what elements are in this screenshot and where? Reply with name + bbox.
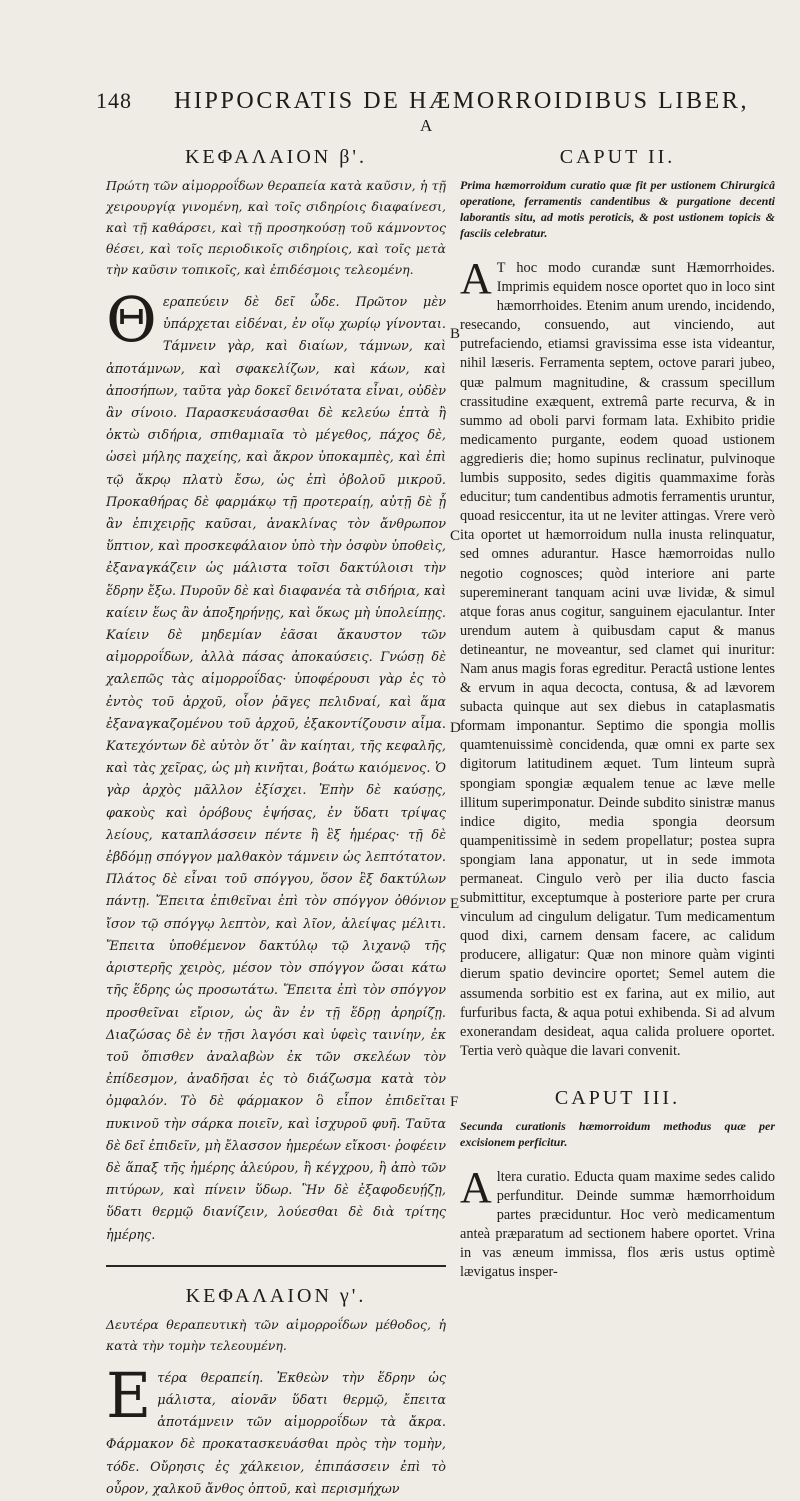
greek-dropcap: Θ [106,283,157,356]
latin-chapter-3-summary: Secunda curationis hæmorroidum methodus quæ per excisionem perficitur. [460,1118,775,1149]
latin-dropcap: A [460,254,492,303]
latin-chapter-2-heading: CAPUT II. [559,146,676,168]
page-number: 148 [96,88,132,113]
latin-chapter-3-heading: CAPUT III. [554,1086,681,1109]
margin-letter-e: E [450,896,460,912]
greek-chapter-2-text: εραπεύειν δὲ δεῖ ὧδε. Πρῶτον μὲν ὑπάρχεται εἰδέναι, ἐν οἵῳ χωρίῳ γίνονται. Τάμνειν γὰρ, καὶ διαίων, τάμνων, καὶ ἀποτάμνων, καὶ σφακελίζων, καὶ κάων, καὶ ἀποσήπων, ταῦτα γὰρ δοκεῖ δεινότατα εἶναι, οὐδὲν ἂν σίνοιο. Παρασκευάσασθαι δὲ κελεύω ἑπτὰ ἢ ὀκτὼ σιδήρια, σπιθαμιαῖα τὸ μέγεθος, πάχος δὲ, ὡσεὶ μήλης παχείης, καὶ ἄκρον ὑποκαμπὲς, καὶ ἐπὶ τῷ ἄκρῳ πλατὺ ἔσω, ὡς ἐπὶ ὀβολοῦ μικροῦ. Προκαθήρας δὲ φαρμάκῳ τῇ προτεραίῃ, αὐτῇ δὲ ᾗ ἂν ἐπιχειρῇς καῦσαι, ἀνακλίνας τὸν ἄνθρωπον ὕπτιον, καὶ προσκεφάλαιον ὑπὸ τὴν ὀσφὺν ὑποθεὶς, ἐξαναγκάζειν ὡς μάλιστα τοῖσι δακτύλοισι τὴν ἕδρην ἔξω. Πυροῦν δὲ καὶ διαφανέα τὰ σιδήρια, καὶ καίειν ἕως ἂν ἀποξηρήνῃς, καὶ ὅκως μὴ ὑπολείπῃς. Καίειν δὲ μηδεμίαν ἐᾶσαι ἄκαυστον τῶν αἱμορροΐδων, ἀλλὰ πάσας ἀποκαύσεις. Γνώσῃ δὲ χαλεπῶς τὰς αἱμορροΐδας· ὑποφέρουσι γὰρ ἐς τὸ ἐντὸς τοῦ ἀρχοῦ, οἷον ῥᾶγες πελιδναί, καὶ ἅμα ἐξαναγκαζομένου τοῦ ἀρχοῦ, ἐξακοντίζουσιν αἷμα. Κατεχόντων δὲ αὐτὸν ὅτ᾽ ἂν καίηται, τῆς κεφαλῆς, καὶ τὰς χεῖρας, ὡς μὴ κινῆται, βοάτω καιόμενος. Ὁ γὰρ ἀρχὸς μᾶλλον ἐξίσχει. Ἐπὴν δὲ καύσῃς, φακοὺς καὶ ὀρόβους ἑψήσας, ἐν ὕδατι τρίψας λείους, καταπλάσσειν πέντε ἢ ἓξ ἡμέρας· τῇ δὲ ἑβδόμῃ σπόγγον μαλθακὸν τάμνειν ὡς λεπτότατον. Πλάτος δὲ εἶναι τοῦ σπόγγου, ὅσον ἓξ δακτύλων πάντῃ. Ἔπειτα ἐπιθεῖναι ἐπὶ τὸν σπόγγον ὀθόνιον ἴσον τῷ σπόγγῳ λεπτὸν, καὶ λῖον, ἀλείψας μέλιτι. Ἔπειτα ὑποθέμενον δακτύλῳ τῷ λιχανῷ τῆς ἀριστερῆς χειρὸς, μέσον τὸν σπόγγον ὥσαι κάτω τῆς ἕδρης ὡς προσωτάτω. Ἔπειτα ἐπὶ τὸν σπόγγον προσθεῖναι εἴριον, ὡς ἂν ἐν τῇ ἕδρῃ ἀρηρίζῃ. Διαζώσας δὲ ἐν τῇσι λαγόσι καὶ ὑφεὶς ταινίην, ἐκ τοῦ ὄπισθεν ἀναλαβὼν ἐκ τῶν σκελέων τὸν ἐπίδεσμον, ἀναδῆσαι ἐς τὸ διάζωσμα κατὰ τὸν ὀμφαλόν. Τὸ δὲ φάρμακον ὃ εἶπον ἐπιδεῖται πυκινοῦ τὴν σάρκα ποιεῖν, καὶ ἰσχυροῦ φυῆ. Ταῦτα δὲ δεῖ ἐπιδεῖν, μὴ ἔλασσον ἡμερέων εἴκοσι· ῥοφέειν δὲ ἅπαξ τῆς ἡμέρης ἀλεύρου, ἢ κέγχρου, ἢ ἀπὸ τῶν πιτύρων, καὶ πίνειν ὕδωρ. Ἢν δὲ ἐξαφοδευῄζῃ, ὕδατι θερμῷ διανίζειν, λούεσθαι δὲ διὰ τρίτης ἡμέρης. [106,295,446,1243]
latin-column [460,140,775,1283]
margin-letter-c: C [450,528,461,544]
greek-chapter-2-heading: ΚΕΦΑΛΑΙΟΝ β'. [184,146,368,168]
greek-chapter-3-text: τέρα θεραπείη. Ἐκθεὼν τὴν ἕδρην ὡς μάλιστα, αἰονᾶν ὕδατι θερμῷ, ἔπειτα ἀποτάμνειν τῶν αἱμορροΐδων τὰ ἄκρα. Φάρμακον δὲ προκατασκευάσθαι πρὸς τὴν τομὴν, τόδε. Οὔρησις ἐς χάλκειον, ἐπιπάσσειν ἐπὶ τὸ οὖρον, χαλκοῦ ἄνθος ὀπτοῦ, καὶ περισμήχων [106,1370,446,1497]
greek-chapter-2-summary: Πρώτη τῶν αἱμορροΐδων θεραπεία κατὰ καῦσιν, ἡ τῇ χειρουργίᾳ γινομένη, καὶ τοῖς σιδηρίοις διαφαίνεσι, καὶ τῇ καθάρσει, καὶ τῇ προσηκούσῃ τοῦ κάμνοντος θέσει, καὶ τοῖς περιοδικοῖς σιδηρίοις, καὶ τοῖς μετὰ τὴν καῦσιν τοπικοῖς, καὶ ἐπιδέσμοις τελεομένη. [106,178,446,277]
margin-letter-b: B [450,326,461,342]
latin-chapter-2-summary: Prima hæmorroidum curatio quæ fit per ustionem Chirurgicâ operatione, ferramentis candentibus & purgatione decenti laborantis situ, ad motis peroticis, & post ustionem topicis & fasciis celebratur. [460,178,775,240]
greek-chapter-3-body [106,1358,446,1501]
greek-column [106,140,446,1501]
running-head [96,88,788,122]
margin-letter-f: F [450,1094,459,1110]
latin-dropcap-3: A [460,1162,492,1212]
margin-letter-d: D [450,720,461,736]
running-title: HIPPOCRATIS DE HÆMORROIDIBUS LIBER, [174,88,750,114]
chapter-divider [106,1265,446,1267]
signature-mark: A [420,116,433,135]
latin-chapter-3-body [460,1162,775,1283]
greek-chapter-2-body [106,283,446,1247]
latin-chapter-2-body [460,254,775,1061]
greek-chapter-3-summary: Δευτέρα θεραπευτικὴ τῶν αἱμορροΐδων μέθοδος, ἡ κατὰ τὴν τομὴν τελεουμένη. [106,1316,446,1353]
greek-chapter-3-heading: ΚΕΦΑΛΑΙΟΝ γ'. [185,1284,367,1307]
latin-chapter-2-text: T hoc modo curandæ sunt Hæmorrhoides. Imprimis equidem nosce oportet quo in loco sint hæmorrhoides. Etenim anum urendo, incidendo, resecando, consuendo, aut vinciendo, aut putrefaciendo, etiamsi gravissima esse ista videantur, nihil læseris. Ferramenta septem, octove parari jubeo, quæ palmum magnitudine, & crassum specillum crassitudine exæquent, extremâ parte recurva, & in summo ad oboli parvi formam lata. Exhibito pridie medicamento purgante, eodem quoad ustionem aggredieris die; homo supinus reclinatur, pulvinoque lumbis supposito, sedes digitis quammaxime foràs educitur; tum candentibus admotis ferramentis uruntur, quoad resiccentur, ita ut ne leviter attingas. Vrere verò ita oportet ut hæmorroidum nulla inusta relinquatur, sed omnes adurantur. Hasce hæmorroidas nullo negotio cognosces; quòd interiore ani parte supereminerant tanquam acini uvæ lividæ, & simul atque foras anus cogitur, sanguinem ejaculantur. Inter urendum autem à quibusdam caput & manus detineantur, ne moveantur, sed clamet qui inuritur: Nam anus magis foras egreditur. Peractâ ustione lentes & ervum in aqua decocta, contusa, & ad lævorem subacta quinque aut sex diebus in cataplasmatis formam imponantur. Septimo die spongia mollis quamtenuissimè concidenda, quæ omni ex parte sex digitorum latitudinem æquet. Tum linteum suprà spongiam spongiæ æqualem tenue ac læve melle illitum superimponatur. Deinde subdito sinistræ manus indice digito, media spongia deorsum quampenitissimè in sedem propellatur; postea supra spongiam lana apponatur, ut in sede immota permaneat. Cingulo verò per ilia ducto fascia submittitur, exceptumque à posteriore parte per crura vinculum ad cingulum deligatur. Tum medicamentum quod dixi, carnem densam facere, ac calidum producere, alligatur: Quæ non minore quàm viginti dierum spatio devincire oportet; Semel autem die assumenda sorbitio est ex farina, aut ex milio, aut furfuribus facta, & aqua potui exhibenda. Si ad alvum exonerandam desideat, aqua calida proluere oportet. Tertia verò quàque die lavari convenit. [460,260,775,1059]
latin-chapter-3-text: ltera curatio. Educta quam maxime sedes calido perfunditur. Deinde summæ hæmorrhoidum partes præciduntur. Hoc verò medicamentum anteà præparatum ad sectionem habere oportet. Vrina in vas æneum immissa, flos æris ustus optimè lævigatus insper- [460,1168,775,1281]
greek-dropcap-3: Ε [106,1358,152,1432]
